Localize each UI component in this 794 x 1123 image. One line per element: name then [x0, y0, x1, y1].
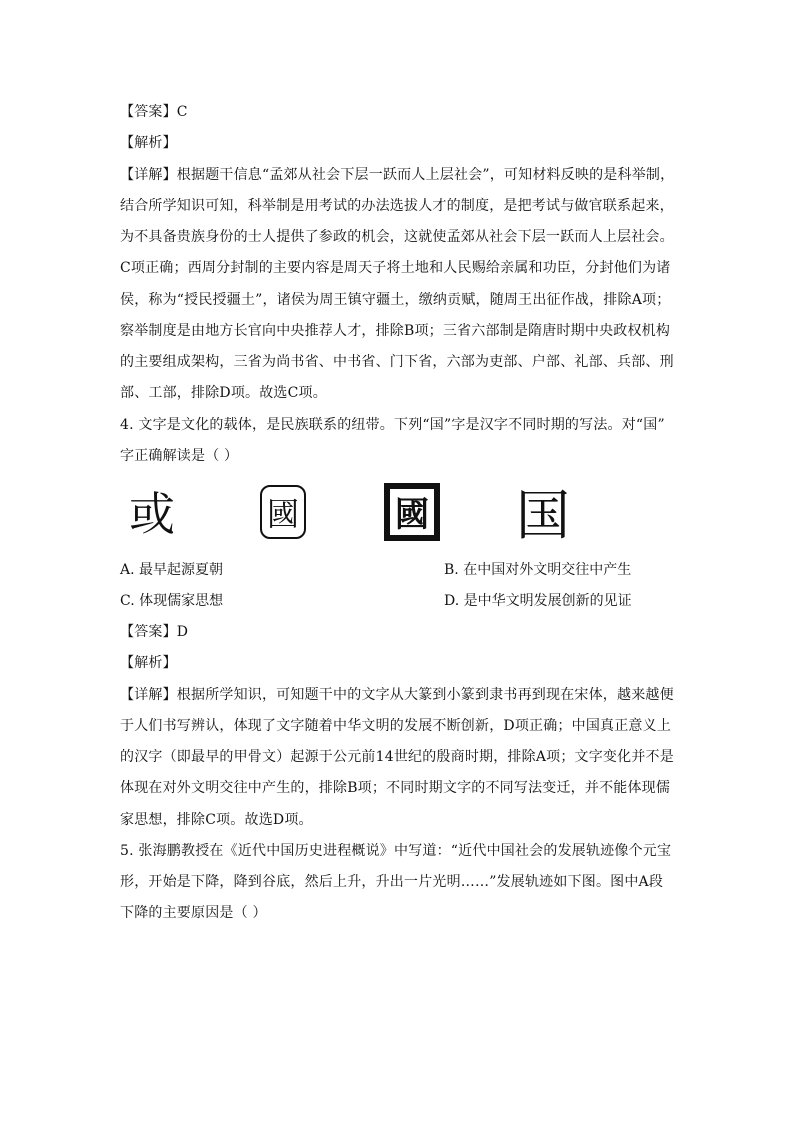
glyph-dazhuan-char: 或: [129, 487, 175, 541]
glyph-lishu-image: [384, 480, 440, 544]
q5-stem-line: 5. 张海鹏教授在《近代中国历史进程概说》中写道：“近代中国社会的发展轨迹像个元宝: [120, 843, 672, 859]
q4-stem-line: 字正确解读是（ ）: [120, 448, 239, 464]
glyph-xiaozhuan-image: [255, 480, 315, 544]
q4-option-b: B. 在中国对外文明交往中产生: [444, 562, 632, 578]
q4-explanation-line: 于人们书写辨认，体现了文字随着中华文明的发展不断创新，D项正确；中国真正意义上: [120, 718, 672, 734]
q3-explanation-line: 【详解】根据题干信息“孟郊从社会下层一跃而人上层社会”，可知材料反映的是科举制，: [120, 167, 675, 183]
glyph-songti-char: 国: [516, 484, 570, 544]
q4-option-d: D. 是中华文明发展创新的见证: [444, 593, 632, 609]
q3-explanation-line: 为不具备贵族身份的士人提供了参政的机会，这就使孟郊从社会下层一跃而人上层社会。: [120, 229, 674, 245]
q4-explanation-line: 体现在对外文明交往中产生的，排除B项；不同时期文字的不同写法变迁，并不能体现儒: [120, 780, 671, 796]
q3-answer: 【答案】C: [120, 104, 188, 120]
glyph-songti-image: [513, 480, 573, 544]
q3-explanation-line: 结合所学知识可知，科举制是用考试的办法选拔人才的制度，是把考试与做官联系起来，: [120, 198, 674, 214]
glyph-lishu-char: 國: [395, 495, 429, 535]
q4-option-a: A. 最早起源夏朝: [120, 562, 224, 578]
q4-analysis-label: 【解析】: [120, 655, 177, 671]
q4-answer: 【答案】D: [120, 624, 189, 640]
q3-explanation-line: C项正确；西周分封制的主要内容是周天子将土地和人民赐给亲属和功臣，分封他们为诸: [120, 260, 671, 276]
q5-stem-line: 下降的主要原因是（ ）: [120, 905, 267, 921]
q4-option-c: C. 体现儒家思想: [120, 593, 224, 609]
q3-explanation-line: 察举制度是由地方长官向中央推荐人才，排除B项；三省六部制是隋唐时期中央政权机构: [120, 323, 671, 339]
q3-analysis-label: 【解析】: [120, 135, 177, 151]
glyph-dazhuan-image: [122, 480, 182, 544]
q3-explanation-line: 的主要组成架构，三省为尚书省、中书省、门下省，六部为吏部、户部、礼部、兵部、刑: [120, 354, 674, 370]
q4-stem-line: 4. 文字是文化的载体，是民族联系的纽带。下列“国”字是汉字不同时期的写法。对“国”: [120, 417, 665, 433]
glyph-xiaozhuan-char: 國: [266, 495, 300, 533]
q4-explanation-line: 的汉字（即最早的甲骨文）起源于公元前14世纪的殷商时期，排除A项；文字变化并不是: [120, 749, 674, 765]
q5-stem-line: 形，开始是下降，降到谷底，然后上升，升出一片光明……”发展轨迹如下图。图中A段: [120, 874, 664, 890]
q3-explanation-line: 侯，称为“授民授疆土”，诸侯为周王镇守疆土，缴纳贡赋，随周王出征作战，排除A项；: [120, 292, 671, 308]
q4-explanation-line: 【详解】根据所学知识，可知题干中的文字从大篆到小篆到隶书再到现在宋体，越来越便: [120, 687, 674, 703]
q4-explanation-line: 家思想，排除C项。故选D项。: [120, 812, 313, 828]
q3-explanation-line: 部、工部，排除D项。故选C项。: [120, 385, 327, 401]
